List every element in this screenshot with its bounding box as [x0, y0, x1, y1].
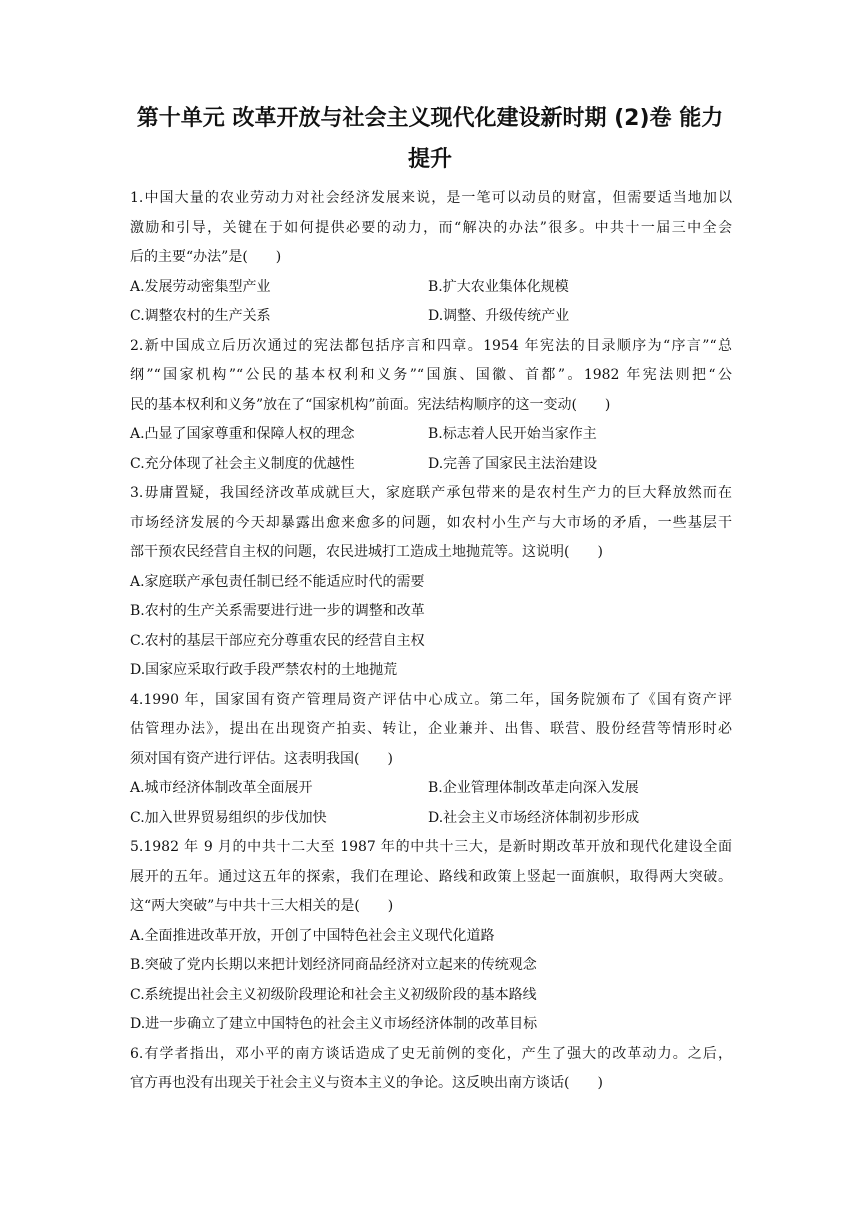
option-c[interactable]: C.加入世界贸易组织的步伐加快 — [130, 809, 327, 826]
option-d[interactable]: D.完善了国家民主法治建设 — [428, 455, 598, 472]
option-row — [130, 774, 732, 804]
question-text-line: 官方再也没有出现关于社会主义与资本主义的争论。这反映出南方谈话( ) — [130, 1075, 603, 1091]
page-title: 第十单元 改革开放与社会主义现代化建设新时期 (2)卷 能力 — [136, 106, 724, 131]
option-c[interactable]: C.充分体现了社会主义制度的优越性 — [130, 455, 355, 472]
question-text-line: 2.新中国成立后历次通过的宪法都包括序言和四章。1954 年宪法的目录顺序为“序言”“总 — [130, 337, 732, 354]
option-d[interactable]: D.国家应采取行政手段严禁农村的土地抛荒 — [130, 662, 398, 678]
option-row — [130, 804, 732, 834]
question-6 — [130, 1040, 732, 1099]
option-b[interactable]: B.扩大农业集体化规模 — [428, 278, 569, 295]
question-text-line: 激励和引导，关键在于如何提供必要的动力，而“解决的办法”很多。中共十一届三中全会 — [130, 219, 732, 236]
question-text-line: 部干预农民经营自主权的问题，农民进城打工造成土地抛荒等。这说明( ) — [130, 544, 603, 560]
question-text-line: 估管理办法》，提出在出现资产拍卖、转让，企业兼并、出售、联营、股份经营等情形时必 — [130, 721, 732, 737]
question-text-line: 这“两大突破”与中共十三大相关的是( ) — [130, 898, 394, 914]
option-d[interactable]: D.社会主义市场经济体制初步形成 — [428, 809, 640, 826]
option-c[interactable]: C.调整农村的生产关系 — [130, 308, 271, 324]
option-a[interactable]: A.发展劳动密集型产业 — [130, 278, 271, 295]
question-3 — [130, 479, 732, 686]
question-text-line: 纲”“国家机构”“公民的基本权利和义务”“国旗、国徽、首都”。1982 年宪法则把“公 — [130, 367, 732, 383]
question-4 — [130, 686, 732, 834]
option-d[interactable]: D.调整、升级传统产业 — [428, 308, 570, 324]
question-text-line: 民的基本权利和义务”放在了“国家机构”前面。宪法结构顺序的这一变动( ) — [130, 396, 611, 413]
option-row — [130, 420, 732, 450]
question-text-line: 1.中国大量的农业劳动力对社会经济发展来说，是一笔可以动员的财富，但需要适当地加以 — [130, 190, 732, 206]
question-text-line: 须对国有资产进行评估。这表明我国( ) — [130, 750, 393, 767]
question-text-line: 后的主要“办法”是( ) — [130, 249, 282, 265]
option-a[interactable]: A.城市经济体制改革全面展开 — [130, 780, 313, 796]
question-text-line: 4.1990 年，国家国有资产管理局资产评估中心成立。第二年，国务院颁布了《国有资产评 — [130, 691, 732, 708]
option-d[interactable]: D.进一步确立了建立中国特色的社会主义市场经济体制的改革目标 — [130, 1016, 538, 1032]
question-text-line: 5.1982 年 9 月的中共十二大至 1987 年的中共十三大，是新时期改革开放和现代化建设全面 — [130, 839, 732, 855]
question-2 — [130, 332, 732, 480]
page-title-continued: 提升 — [407, 147, 452, 172]
option-c[interactable]: C.系统提出社会主义初级阶段理论和社会主义初级阶段的基本路线 — [130, 986, 537, 1003]
option-b[interactable]: B.企业管理体制改革走向深入发展 — [428, 780, 639, 796]
option-row — [130, 273, 732, 303]
option-row — [130, 302, 732, 332]
question-text-line: 展开的五年。通过这五年的探索，我们在理论、路线和政策上竖起一面旗帜，取得两大突破。 — [130, 868, 732, 885]
question-text-line: 市场经济发展的今天却暴露出愈来愈多的问题，如农村小生产与大市场的矛盾，一些基层干 — [130, 514, 732, 531]
option-a[interactable]: A.全面推进改革开放，开创了中国特色社会主义现代化道路 — [130, 927, 495, 944]
option-a[interactable]: A.家庭联产承包责任制已经不能适应时代的需要 — [130, 573, 425, 590]
question-5 — [130, 833, 732, 1040]
question-list — [130, 184, 732, 1099]
question-1 — [130, 184, 732, 332]
option-a[interactable]: A.凸显了国家尊重和保障人权的理念 — [130, 426, 355, 442]
option-c[interactable]: C.农村的基层干部应充分尊重农民的经营自主权 — [130, 632, 425, 649]
question-text-line: 3.毋庸置疑，我国经济改革成就巨大，家庭联产承包带来的是农村生产力的巨大释放然而在 — [130, 485, 732, 501]
option-row — [130, 450, 732, 480]
option-b[interactable]: B.突破了党内长期以来把计划经济同商品经济对立起来的传统观念 — [130, 957, 537, 973]
option-b[interactable]: B.标志着人民开始当家作主 — [428, 426, 597, 442]
option-b[interactable]: B.农村的生产关系需要进行进一步的调整和改革 — [130, 603, 425, 619]
question-text-line: 6.有学者指出，邓小平的南方谈话造成了史无前例的变化，产生了强大的改革动力。之后， — [130, 1045, 732, 1062]
